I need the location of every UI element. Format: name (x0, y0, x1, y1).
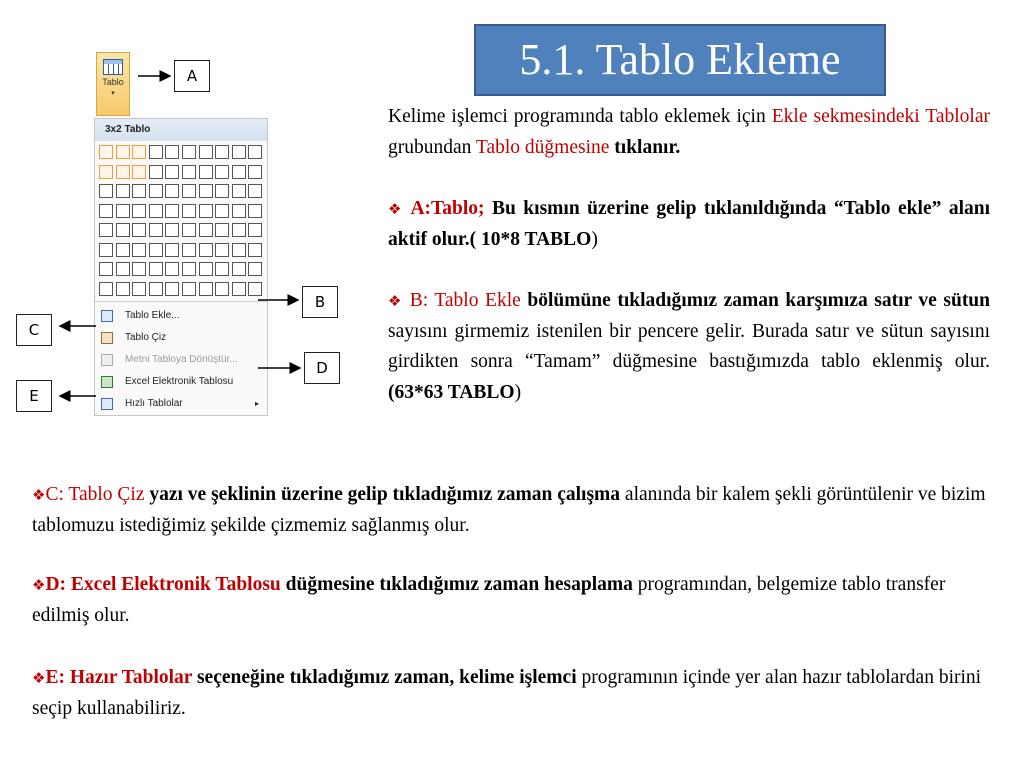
diamond-bullet-icon: ❖ (388, 292, 404, 310)
bullet-e-bold-text: seçeneğine tıkladığımız zaman, kelime işlemci (192, 667, 577, 688)
diamond-bullet-icon: ❖ (32, 669, 46, 687)
bullet-d-text: programından, belgemize tablo transfer edilmiş olur. (32, 574, 946, 626)
bullet-e-paragraph (32, 663, 997, 724)
bullet-d-bold-text: düğmesine tıkladığımız zaman hesaplama (280, 574, 633, 595)
intro-text: grubundan (388, 136, 476, 158)
bullet-b-heading: B: Tablo Ekle (409, 290, 521, 311)
bullet-b-paragraph (388, 286, 990, 408)
bullet-e-heading: E: Hazır Tablolar (45, 667, 193, 688)
diamond-bullet-icon: ❖ (388, 200, 405, 218)
bullet-b-text-end: ) (514, 381, 522, 403)
menu-item-label: Metni Tabloya Dönüştür... (125, 354, 238, 365)
label-a: A (174, 60, 210, 92)
bullet-a-text-end: ) (591, 228, 598, 250)
intro-text: Kelime işlemci programında tablo eklemek için (388, 106, 772, 127)
label-e: E (16, 380, 52, 412)
intro-highlight-tab: Ekle sekmesindeki Tablolar (771, 106, 991, 127)
submenu-arrow-icon: ▸ (254, 399, 259, 408)
diamond-bullet-icon: ❖ (32, 576, 46, 594)
menu-header: 3x2 Tablo (95, 119, 267, 141)
bullet-b-text: sayısını girmemiz istenilen bir pencere gelir. Burada satır ve sütun sayısını girdikten sonra “Tamam” düğmesine bastığımızda tablo eklenmiş olur. (388, 320, 990, 372)
diamond-bullet-icon: ❖ (32, 486, 46, 504)
bullet-e-text: programının içinde yer alan hazır tablolardan birini seçip kullanabiliriz. (32, 667, 982, 719)
slide-title: 5.1. Tablo Ekleme (474, 24, 886, 96)
bullet-c-paragraph (32, 480, 992, 541)
table-ribbon-label: Tablo (102, 77, 124, 87)
label-d: D (304, 352, 340, 384)
bullet-d-heading: D: Excel Elektronik Tablosu (45, 574, 281, 595)
bullet-d-paragraph (32, 570, 992, 631)
dropdown-arrow-icon: ▾ (111, 90, 115, 97)
bullet-a-text: Bu kısmın üzerine gelip tıklanıldığında “Tablo ekle” alanı aktif olur.( 10*8 TABLO (388, 198, 990, 250)
label-c: C (16, 314, 52, 346)
intro-text: tıklanır. (609, 136, 681, 158)
label-b: B (302, 286, 338, 318)
menu-item-label: Tablo Ekle... (125, 310, 180, 321)
menu-item-label: Hızlı Tablolar (125, 398, 183, 409)
bullet-c-text: alanında bir kalem şekli görüntülenir ve bizim tablomuzu istediğimiz şekilde çizmemiz sağlanmış olur. (32, 484, 986, 536)
bullet-a-heading: A:Tablo; (410, 198, 485, 219)
bullet-a-paragraph (388, 194, 990, 255)
bullet-b-bold-text: bölümüne tıkladığımız zaman karşımıza satır ve sütun (520, 290, 990, 311)
bullet-c-bold-text: yazı ve şeklinin üzerine gelip tıkladığımız zaman çalışma (144, 484, 621, 505)
menu-item-label: Excel Elektronik Tablosu (125, 376, 234, 387)
bullet-b-table-size: (63*63 TABLO (388, 381, 515, 403)
menu-item-label: Tablo Çiz (125, 332, 167, 343)
intro-highlight-button: Tablo düğmesine (475, 136, 610, 158)
intro-paragraph (388, 102, 990, 163)
bullet-c-heading: C: Tablo Çiz (45, 484, 145, 505)
